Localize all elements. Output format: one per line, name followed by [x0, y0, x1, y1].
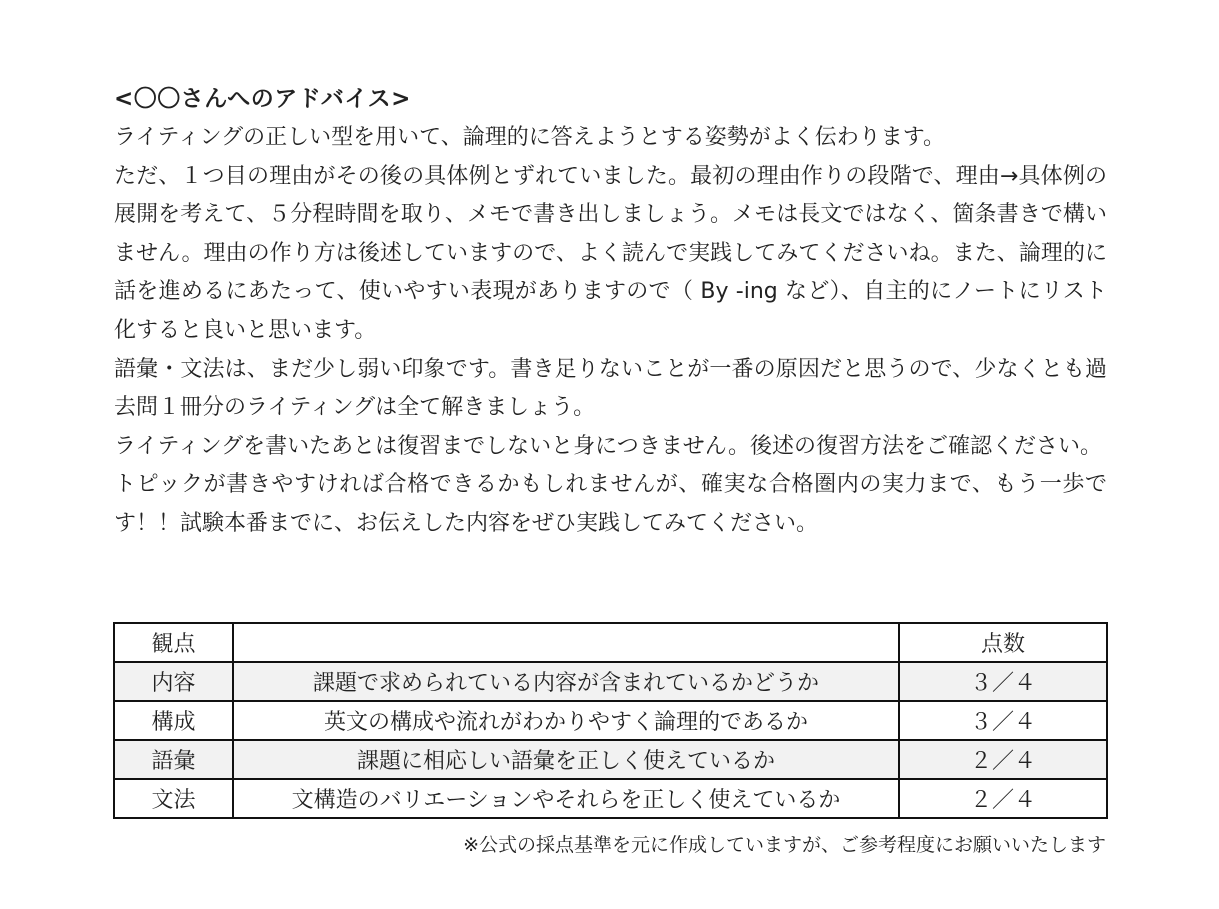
criterion-cell: 課題に相応しい語彙を正しく使えているか	[233, 740, 899, 779]
table-footnote: ※公式の採点基準を元に作成していますが、ご参考程度にお願いいたします	[463, 834, 1106, 856]
table-row	[114, 701, 1107, 740]
criterion-cell: 文構造のバリエーションやそれらを正しく使えているか	[233, 779, 899, 818]
header-criterion	[233, 623, 899, 662]
advice-paragraph: ライティングを書いたあとは復習までしないと身につきません。後述の復習方法をご確認ください。	[114, 433, 1103, 459]
header-aspect: 観点	[114, 623, 233, 662]
score-cell: ２／４	[899, 779, 1107, 818]
advice-heading: <〇〇さんへのアドバイス>	[114, 86, 411, 112]
aspect-cell: 語彙	[114, 740, 233, 779]
table-header-row	[114, 623, 1107, 662]
advice-paragraph: 語彙・文法は、まだ少し弱い印象です。書き足りないことが一番の原因だと思うので、少なくとも過去問１冊分のライティングは全て解きましょう。	[114, 356, 1107, 421]
table-row	[114, 662, 1107, 701]
advice-paragraph: ただ、１つ目の理由がその後の具体例とずれていました。最初の理由作りの段階で、理由→具体例の展開を考えて、５分程時間を取り、メモで書き出しましょう。メモは長文ではなく、箇条書きで構いません。理由の作り方は後述していますので、よく読んで実践してみてくださいね。また、論理的に話を進めるにあたって、使いやすい表現がありますので（ By -ing など）、自主的にノートにリスト化すると良いと思います。	[114, 163, 1107, 343]
table-row	[114, 740, 1107, 779]
aspect-cell: 内容	[114, 662, 233, 701]
advice-paragraph: トピックが書きやすければ合格できるかもしれませんが、確実な合格圏内の実力まで、もう一歩です！！試験本番までに、お伝えした内容をぜひ実践してみてください。	[114, 472, 1107, 536]
advice-paragraph: ライティングの正しい型を用いて、論理的に答えようとする姿勢がよく伝わります。	[114, 125, 945, 150]
criterion-cell: 英文の構成や流れがわかりやすく論理的であるか	[233, 701, 899, 740]
aspect-cell: 文法	[114, 779, 233, 818]
score-cell: ３／４	[899, 662, 1107, 701]
advice-section	[114, 80, 1107, 544]
aspect-cell: 構成	[114, 701, 233, 740]
table-row	[114, 779, 1107, 818]
criterion-cell: 課題で求められている内容が含まれているかどうか	[233, 662, 899, 701]
score-cell: ２／４	[899, 740, 1107, 779]
header-score: 点数	[899, 623, 1107, 662]
score-cell: ３／４	[899, 701, 1107, 740]
score-table	[113, 622, 1108, 819]
